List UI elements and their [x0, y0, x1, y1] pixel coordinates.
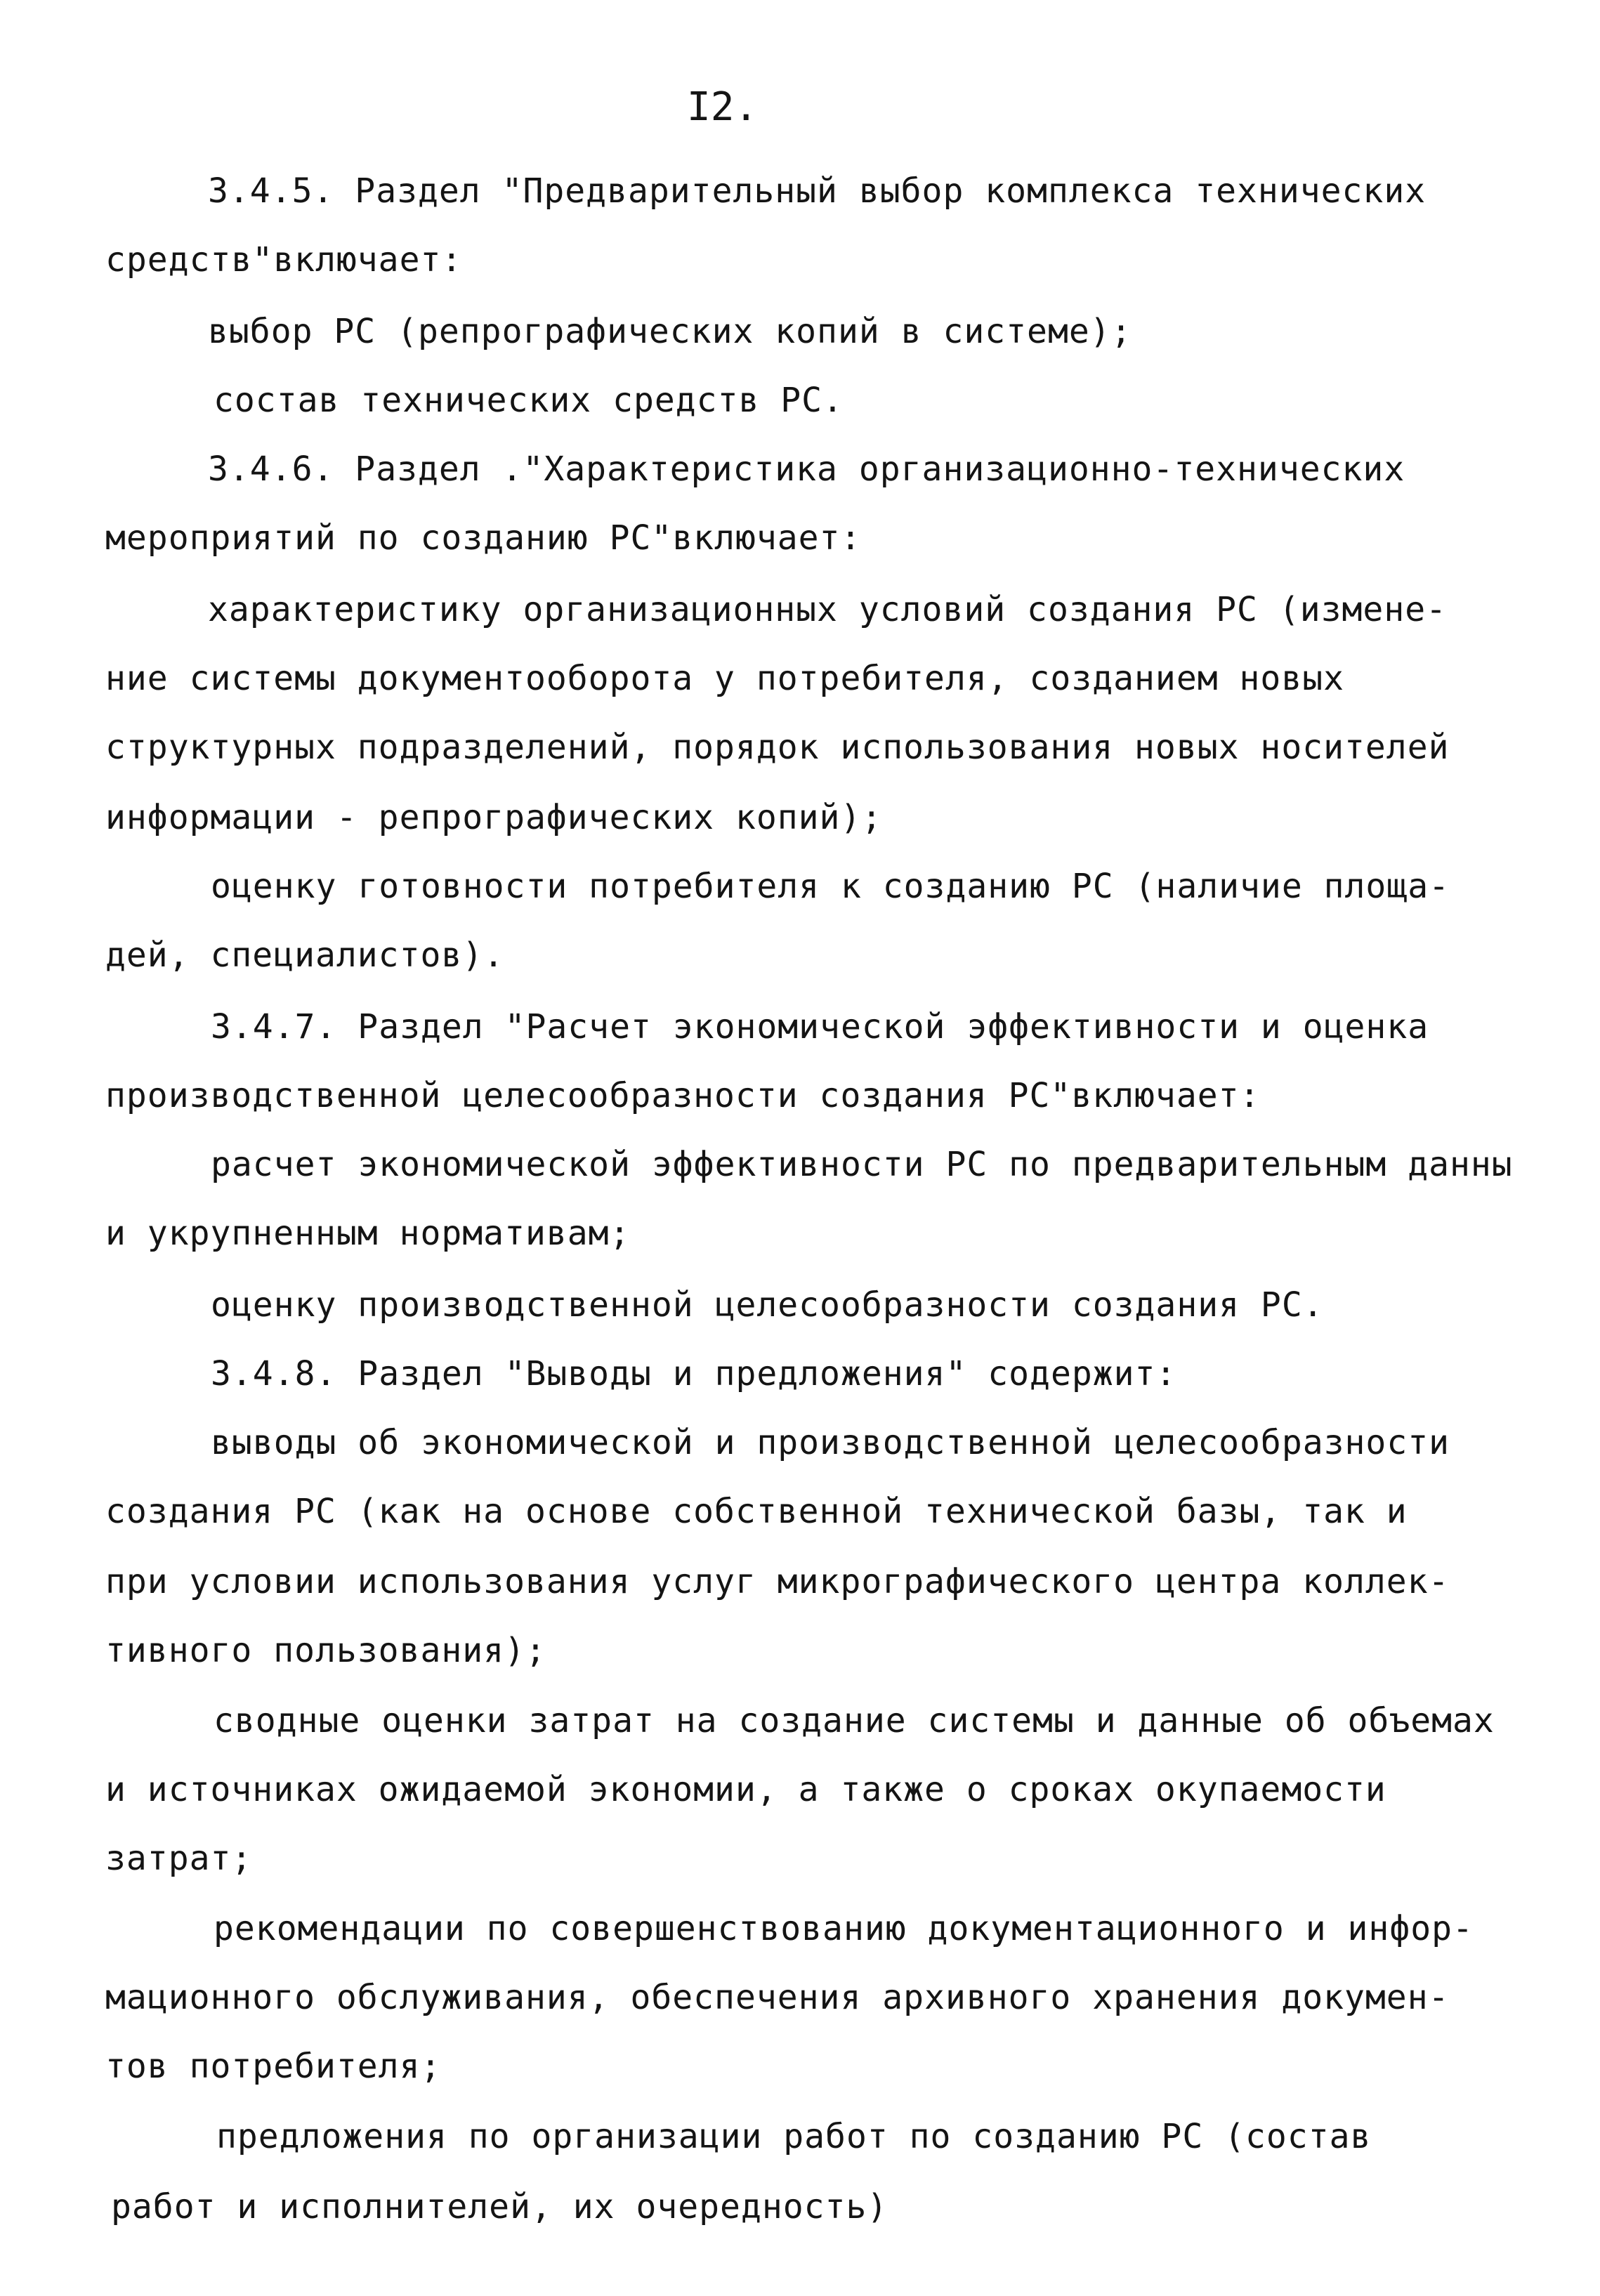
paragraph-line: рекомендации по совершенствованию документационного и инфор- — [214, 1909, 1474, 1948]
paragraph-line: и укрупненным нормативам; — [105, 1214, 631, 1253]
paragraph-line: структурных подразделений, порядок использования новых носителей — [105, 728, 1450, 767]
paragraph-line: расчет экономической эффективности РС по предварительным данны — [211, 1145, 1513, 1184]
paragraph-line: и источниках ожидаемой экономии, а также о сроках окупаемости — [105, 1770, 1386, 1809]
paragraph-line: ние системы документооборота у потребителя, созданием новых — [105, 659, 1345, 698]
paragraph-line: состав технических средств РС. — [214, 381, 844, 420]
paragraph-line: при условии использования услуг микрографического центра коллек- — [105, 1562, 1450, 1601]
paragraph-line: оценку готовности потребителя к созданию РС (наличие площа- — [211, 867, 1450, 906]
paragraph-line: выводы об экономической и производственной целесообразности — [211, 1423, 1450, 1462]
paragraph-line: оценку производственной целесообразности создания РС. — [211, 1285, 1324, 1325]
paragraph-line: информации - репрографических копий); — [105, 798, 883, 837]
paragraph-line: мационного обслуживания, обеспечения архивного хранения докумен- — [105, 1978, 1450, 2017]
paragraph-line: характеристику организационных условий создания РС (измене- — [208, 590, 1448, 629]
paragraph-line: затрат; — [105, 1839, 253, 1878]
paragraph-line: тов потребителя; — [105, 2047, 442, 2086]
page-number: I2. — [687, 84, 759, 130]
paragraph-line: тивного пользования); — [105, 1631, 546, 1670]
paragraph-line: 3.4.6. Раздел ."Характеристика организационно-технических — [208, 450, 1405, 489]
paragraph-line: работ и исполнителей, их очередность) — [111, 2187, 888, 2226]
paragraph-line: мероприятий по созданию РС"включает: — [105, 518, 862, 558]
paragraph-line: производственной целесообразности создания РС"включает: — [105, 1076, 1261, 1115]
paragraph-line: 3.4.5. Раздел "Предварительный выбор комплекса технических — [208, 171, 1427, 211]
paragraph-line: создания РС (как на основе собственной технической базы, так и — [105, 1492, 1408, 1531]
paragraph-line: 3.4.8. Раздел "Выводы и предложения" содержит: — [211, 1354, 1177, 1393]
paragraph-line: предложения по организации работ по созданию РС (состав — [216, 2117, 1372, 2156]
paragraph-line: дей, специалистов). — [105, 936, 505, 975]
paragraph-line: выбор РС (репрографических копий в системе); — [208, 312, 1132, 351]
paragraph-line: средств"включает: — [105, 240, 463, 280]
paragraph-line: сводные оценки затрат на создание системы и данные об объемах — [214, 1701, 1495, 1740]
paragraph-line: 3.4.7. Раздел "Расчет экономической эффективности и оценка — [211, 1007, 1429, 1047]
